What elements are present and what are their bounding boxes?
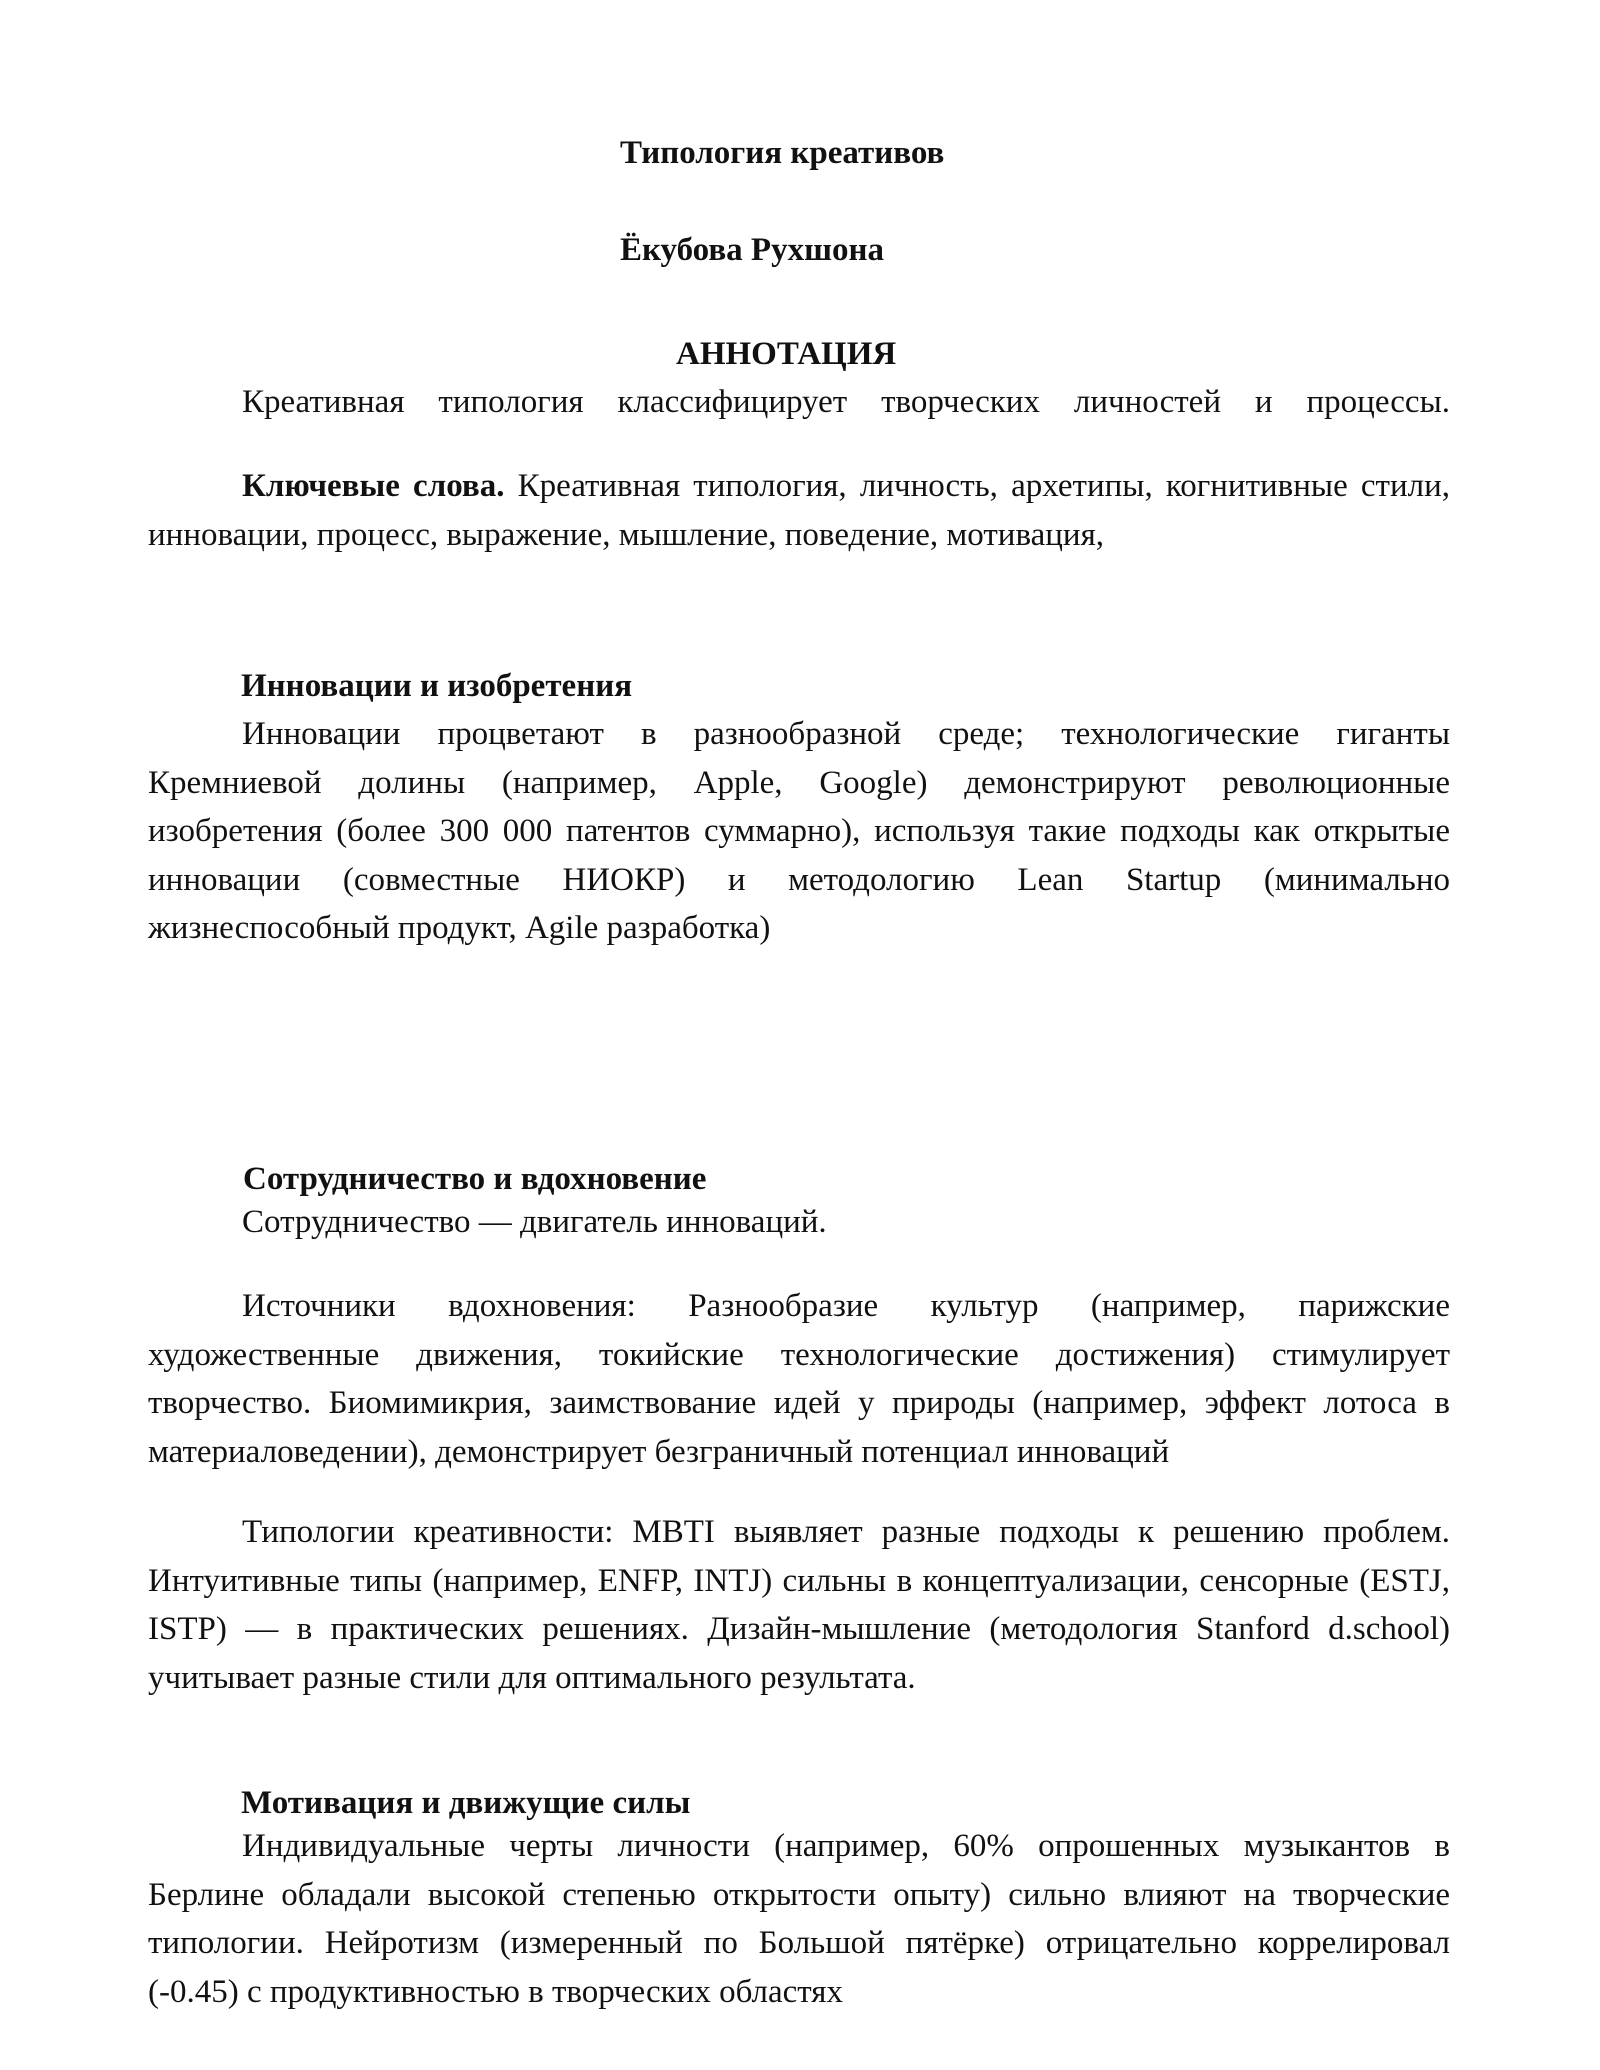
keywords-line — [148, 462, 1450, 559]
paragraph: Инновации процветают в разнообразной среде; технологические гиганты Кремниевой долины (например, Apple, Google) демонстрируют революционные изобретения (более 300 000 патентов суммарно), используя такие подходы как открытые инновации (совместные НИОКР) и методологию Lean Startup (минимально жизнеспособный продукт, Agile разработка) — [148, 716, 1450, 946]
section-motivation-body — [148, 1822, 1450, 2016]
section-collaboration-typologies — [148, 1508, 1450, 1702]
section-collaboration-inspiration — [148, 1282, 1450, 1476]
document-author: Ёкубова Рухшона — [620, 232, 884, 268]
keywords-paragraph — [148, 462, 1450, 559]
abstract-paragraph — [148, 378, 1450, 427]
paragraph: Сотрудничество — двигатель инноваций. — [242, 1204, 827, 1240]
section-heading-motivation: Мотивация и движущие силы — [241, 1785, 691, 1821]
abstract-text: Креативная типология классифицирует творческих личностей и процессы. — [242, 384, 1450, 420]
section-heading-innovation: Инновации и изобретения — [241, 668, 633, 704]
paragraph: Индивидуальные черты личности (например, 60% опрошенных музыкантов в Берлине обладали высокой степенью открытости опыту) сильно влияют на творческие типологии. Нейротизм (измеренный по Большой пятёрке) отрицательно коррелировал (-0.45) с продуктивностью в творческих областях — [148, 1828, 1450, 2010]
keywords-text: Креативная типология, личность, архетипы, когнитивные стили, инновации, процесс, выражение, мышление, поведение, мотивация, — [148, 468, 1450, 553]
abstract-heading: АННОТАЦИЯ — [676, 336, 897, 372]
paragraph: Источники вдохновения: Разнообразие культур (например, парижские художественные движения, токийские технологические достижения) стимулирует творчество. Биомимикрия, заимствование идей у природы (например, эффект лотоса в материаловедении), демонстрирует безграничный потенциал инноваций — [148, 1288, 1450, 1470]
section-collaboration-intro — [148, 1198, 1450, 1247]
keywords-label: Ключевые слова. — [242, 468, 505, 504]
section-heading-collaboration: Сотрудничество и вдохновение — [243, 1161, 707, 1197]
section-innovation-body — [148, 710, 1450, 953]
document-title: Типология креативов — [620, 135, 945, 171]
paragraph: Типологии креативности: MBTI выявляет разные подходы к решению проблем. Интуитивные типы (например, ENFP, INTJ) сильны в концептуализации, сенсорные (ESTJ, ISTP) — в практических решениях. Дизайн-мышление (методология Stanford d.school) учитывает разные стили для оптимального результата. — [148, 1514, 1450, 1696]
